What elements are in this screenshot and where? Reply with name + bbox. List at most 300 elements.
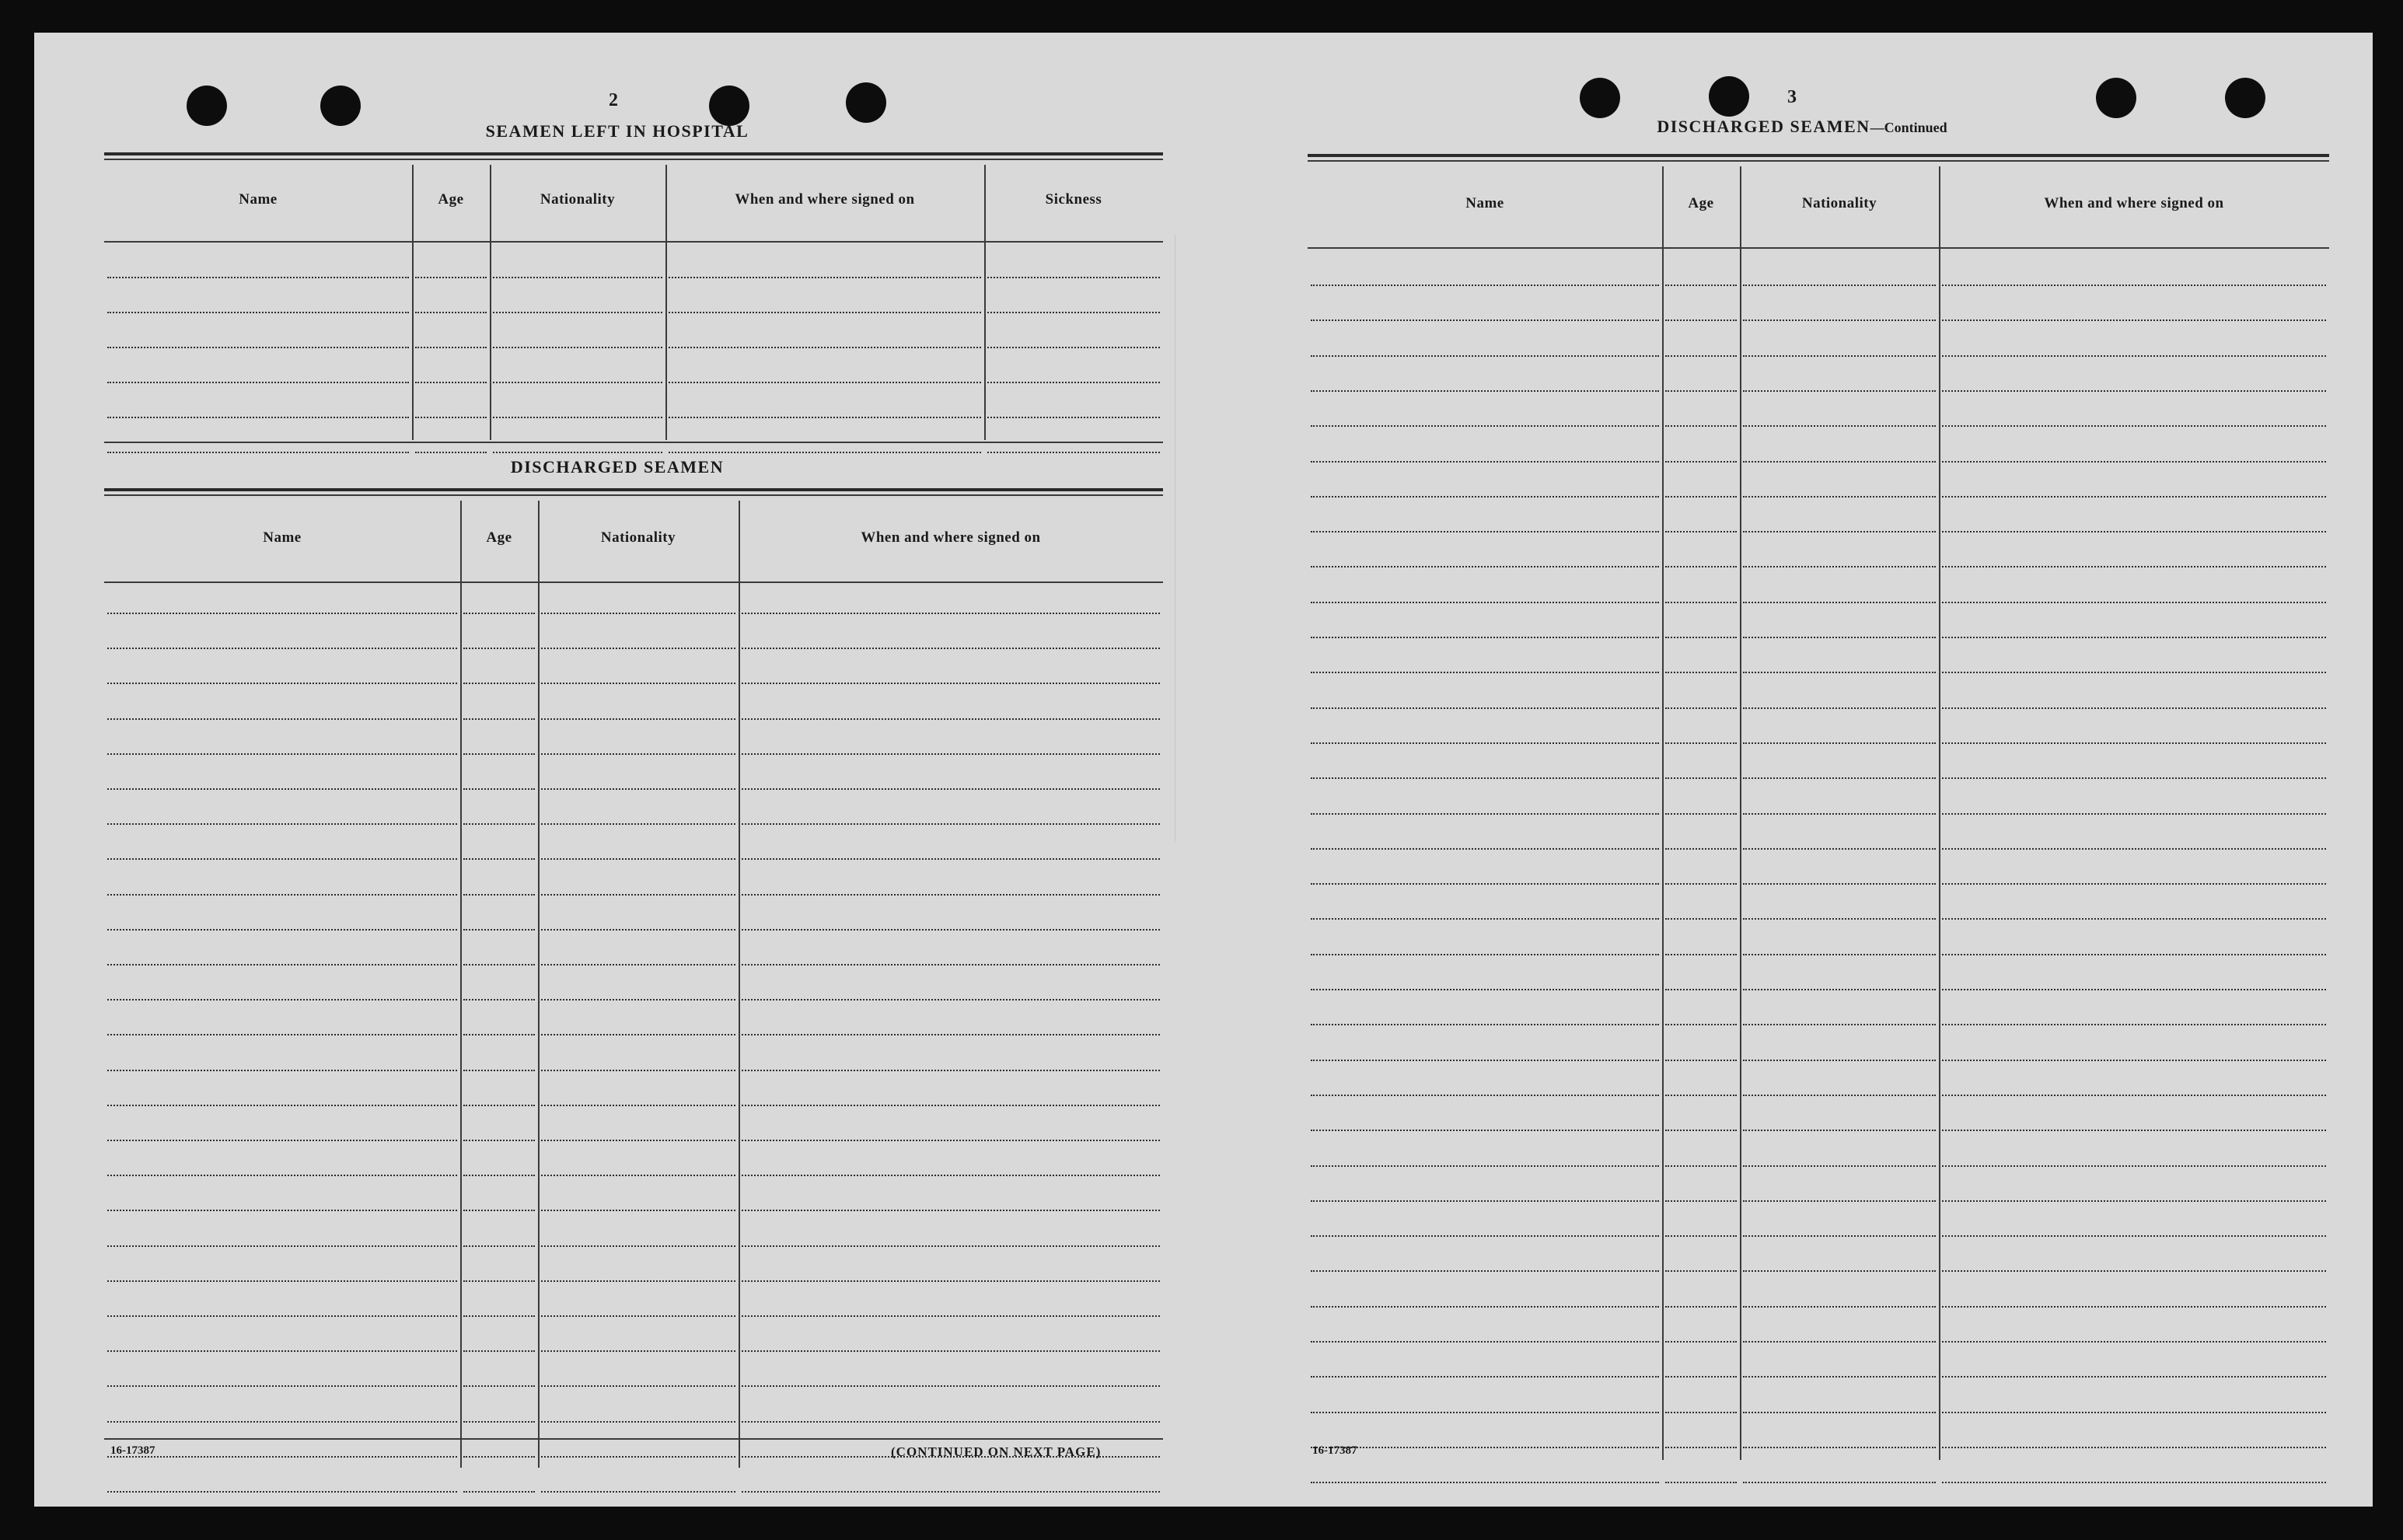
entry-line[interactable] bbox=[541, 964, 735, 966]
entry-line[interactable] bbox=[1665, 461, 1737, 463]
entry-line[interactable] bbox=[987, 347, 1160, 348]
entry-line[interactable] bbox=[107, 929, 457, 931]
entry-line[interactable] bbox=[541, 1421, 735, 1423]
entry-line[interactable] bbox=[1311, 1412, 1659, 1413]
entry-line[interactable] bbox=[1942, 918, 2326, 920]
title-rule bbox=[104, 152, 1163, 155]
entry-line[interactable] bbox=[1743, 1447, 1936, 1448]
punch-hole bbox=[320, 86, 361, 126]
column-divider bbox=[412, 165, 414, 440]
entry-line[interactable] bbox=[463, 1105, 535, 1106]
entry-line[interactable] bbox=[1743, 1130, 1936, 1131]
entry-line[interactable] bbox=[415, 382, 487, 383]
entry-line[interactable] bbox=[493, 382, 662, 383]
entry-line[interactable] bbox=[1665, 883, 1737, 885]
entry-line[interactable] bbox=[987, 452, 1160, 453]
entry-line[interactable] bbox=[1942, 1165, 2326, 1167]
entry-line[interactable] bbox=[463, 1350, 535, 1352]
entry-line[interactable] bbox=[1665, 777, 1737, 779]
entry-line[interactable] bbox=[107, 1385, 457, 1387]
entry-line[interactable] bbox=[107, 312, 409, 313]
entry-line[interactable] bbox=[1311, 954, 1659, 955]
entry-line[interactable] bbox=[987, 277, 1160, 278]
entry-line[interactable] bbox=[107, 718, 457, 720]
entry-line[interactable] bbox=[107, 1245, 457, 1247]
entry-line[interactable] bbox=[669, 417, 981, 418]
entry-line[interactable] bbox=[1942, 1306, 2326, 1308]
entry-line[interactable] bbox=[107, 964, 457, 966]
entry-line[interactable] bbox=[1942, 531, 2326, 533]
entry-line[interactable] bbox=[463, 1456, 535, 1458]
entry-line[interactable] bbox=[107, 347, 409, 348]
entry-line[interactable] bbox=[1665, 1095, 1737, 1096]
entry-line[interactable] bbox=[742, 788, 1160, 790]
entry-line[interactable] bbox=[742, 718, 1160, 720]
entry-line[interactable] bbox=[107, 1491, 457, 1493]
entry-line[interactable] bbox=[415, 417, 487, 418]
entry-line[interactable] bbox=[1311, 1165, 1659, 1167]
entry-line[interactable] bbox=[1743, 1235, 1936, 1237]
entry-line[interactable] bbox=[1743, 777, 1936, 779]
entry-line[interactable] bbox=[107, 1105, 457, 1106]
entry-line[interactable] bbox=[1743, 813, 1936, 815]
entry-line[interactable] bbox=[1743, 883, 1936, 885]
entry-line[interactable] bbox=[1665, 531, 1737, 533]
table-bottom-rule bbox=[104, 1438, 1163, 1440]
entry-line[interactable] bbox=[1665, 813, 1737, 815]
entry-line[interactable] bbox=[107, 788, 457, 790]
entry-line[interactable] bbox=[669, 312, 981, 313]
entry-line[interactable] bbox=[1311, 1060, 1659, 1061]
entry-line[interactable] bbox=[463, 788, 535, 790]
entry-line[interactable] bbox=[463, 1280, 535, 1282]
entry-line[interactable] bbox=[1942, 1235, 2326, 1237]
entry-line[interactable] bbox=[1311, 989, 1659, 990]
entry-line[interactable] bbox=[107, 858, 457, 860]
entry-line[interactable] bbox=[493, 452, 662, 453]
entry-line[interactable] bbox=[669, 277, 981, 278]
entry-line[interactable] bbox=[1942, 1130, 2326, 1131]
punch-hole bbox=[2096, 78, 2136, 118]
entry-line[interactable] bbox=[742, 613, 1160, 614]
entry-line[interactable] bbox=[1665, 1306, 1737, 1308]
entry-line[interactable] bbox=[1743, 989, 1936, 990]
entry-line[interactable] bbox=[669, 347, 981, 348]
entry-line[interactable] bbox=[1942, 1024, 2326, 1025]
entry-line[interactable] bbox=[463, 1210, 535, 1211]
entry-line[interactable] bbox=[1665, 918, 1737, 920]
entry-line[interactable] bbox=[1665, 707, 1737, 709]
entry-line[interactable] bbox=[541, 1210, 735, 1211]
entry-line[interactable] bbox=[541, 1315, 735, 1317]
entry-line[interactable] bbox=[1665, 1341, 1737, 1343]
entry-line[interactable] bbox=[742, 929, 1160, 931]
entry-line[interactable] bbox=[669, 382, 981, 383]
entry-line[interactable] bbox=[463, 999, 535, 1000]
entry-line[interactable] bbox=[415, 452, 487, 453]
entry-line[interactable] bbox=[1942, 461, 2326, 463]
entry-line[interactable] bbox=[1743, 1412, 1936, 1413]
entry-line[interactable] bbox=[1942, 1270, 2326, 1272]
entry-line[interactable] bbox=[1311, 742, 1659, 744]
column-header: Age bbox=[438, 191, 464, 208]
entry-line[interactable] bbox=[493, 312, 662, 313]
entry-line[interactable] bbox=[742, 999, 1160, 1000]
entry-line[interactable] bbox=[1743, 602, 1936, 603]
entry-line[interactable] bbox=[1665, 1270, 1737, 1272]
column-divider bbox=[460, 501, 462, 1468]
page-number: 3 bbox=[1787, 87, 1797, 107]
entry-line[interactable] bbox=[107, 1456, 457, 1458]
entry-line[interactable] bbox=[463, 648, 535, 649]
entry-line[interactable] bbox=[1942, 1341, 2326, 1343]
entry-line[interactable] bbox=[463, 753, 535, 755]
column-header: Name bbox=[1465, 195, 1504, 211]
entry-line[interactable] bbox=[1743, 1060, 1936, 1061]
entry-line[interactable] bbox=[1942, 672, 2326, 673]
entry-line[interactable] bbox=[987, 417, 1160, 418]
entry-line[interactable] bbox=[742, 964, 1160, 966]
entry-line[interactable] bbox=[1311, 1130, 1659, 1131]
entry-line[interactable] bbox=[1665, 1447, 1737, 1448]
entry-line[interactable] bbox=[541, 1491, 735, 1493]
entry-line[interactable] bbox=[415, 347, 487, 348]
entry-line[interactable] bbox=[742, 1210, 1160, 1211]
hospital-section-title: SEAMEN LEFT IN HOSPITAL bbox=[485, 121, 749, 141]
entry-line[interactable] bbox=[742, 858, 1160, 860]
entry-line[interactable] bbox=[1942, 989, 2326, 990]
right-page bbox=[1203, 33, 2373, 1507]
entry-line[interactable] bbox=[1311, 883, 1659, 885]
entry-line[interactable] bbox=[463, 1245, 535, 1247]
entry-line[interactable] bbox=[1311, 531, 1659, 533]
entry-line[interactable] bbox=[107, 1210, 457, 1211]
column-header: Name bbox=[263, 529, 302, 546]
entry-line[interactable] bbox=[1665, 1412, 1737, 1413]
section-title-suffix: —Continued bbox=[1870, 120, 1947, 135]
entry-line[interactable] bbox=[541, 1245, 735, 1247]
entry-line[interactable] bbox=[107, 1421, 457, 1423]
entry-line[interactable] bbox=[463, 1315, 535, 1317]
title-rule bbox=[1308, 154, 2329, 157]
entry-line[interactable] bbox=[1942, 1482, 2326, 1483]
entry-line[interactable] bbox=[1743, 707, 1936, 709]
entry-line[interactable] bbox=[987, 382, 1160, 383]
entry-line[interactable] bbox=[463, 718, 535, 720]
entry-line[interactable] bbox=[541, 718, 735, 720]
entry-line[interactable] bbox=[1665, 1482, 1737, 1483]
entry-line[interactable] bbox=[1743, 1482, 1936, 1483]
entry-line[interactable] bbox=[1942, 777, 2326, 779]
entry-line[interactable] bbox=[1942, 637, 2326, 638]
entry-line[interactable] bbox=[742, 1280, 1160, 1282]
entry-line[interactable] bbox=[1665, 1200, 1737, 1202]
entry-line[interactable] bbox=[1311, 285, 1659, 286]
entry-line[interactable] bbox=[463, 613, 535, 614]
entry-line[interactable] bbox=[1665, 1060, 1737, 1061]
entry-line[interactable] bbox=[1743, 285, 1936, 286]
continued-note: (CONTINUED ON NEXT PAGE) bbox=[891, 1444, 1102, 1459]
entry-line[interactable] bbox=[463, 1421, 535, 1423]
entry-line[interactable] bbox=[541, 1034, 735, 1035]
entry-line[interactable] bbox=[1311, 1376, 1659, 1378]
entry-line[interactable] bbox=[742, 648, 1160, 649]
entry-line[interactable] bbox=[107, 823, 457, 825]
punch-hole bbox=[1580, 78, 1620, 118]
entry-line[interactable] bbox=[463, 1070, 535, 1071]
entry-line[interactable] bbox=[1311, 1095, 1659, 1096]
entry-line[interactable] bbox=[1311, 602, 1659, 603]
entry-line[interactable] bbox=[107, 1315, 457, 1317]
entry-line[interactable] bbox=[1942, 707, 2326, 709]
entry-line[interactable] bbox=[463, 894, 535, 896]
entry-line[interactable] bbox=[493, 277, 662, 278]
entry-line[interactable] bbox=[107, 999, 457, 1000]
entry-line[interactable] bbox=[107, 277, 409, 278]
entry-line[interactable] bbox=[463, 1175, 535, 1176]
entry-line[interactable] bbox=[1942, 496, 2326, 498]
entry-line[interactable] bbox=[107, 683, 457, 684]
entry-line[interactable] bbox=[1743, 1095, 1936, 1096]
entry-line[interactable] bbox=[541, 613, 735, 614]
entry-line[interactable] bbox=[541, 1456, 735, 1458]
entry-line[interactable] bbox=[463, 858, 535, 860]
column-header: Nationality bbox=[1801, 195, 1877, 211]
entry-line[interactable] bbox=[107, 894, 457, 896]
entry-line[interactable] bbox=[1743, 1270, 1936, 1272]
entry-line[interactable] bbox=[541, 1105, 735, 1106]
entry-line[interactable] bbox=[1665, 1165, 1737, 1167]
entry-line[interactable] bbox=[1665, 742, 1737, 744]
entry-line[interactable] bbox=[107, 1034, 457, 1035]
entry-line[interactable] bbox=[1743, 742, 1936, 744]
entry-line[interactable] bbox=[1743, 355, 1936, 357]
entry-line[interactable] bbox=[1311, 390, 1659, 392]
entry-line[interactable] bbox=[1665, 496, 1737, 498]
entry-line[interactable] bbox=[742, 1105, 1160, 1106]
entry-line[interactable] bbox=[463, 823, 535, 825]
entry-line[interactable] bbox=[463, 1140, 535, 1141]
entry-line[interactable] bbox=[1311, 1270, 1659, 1272]
entry-line[interactable] bbox=[1665, 566, 1737, 567]
entry-line[interactable] bbox=[1311, 355, 1659, 357]
entry-line[interactable] bbox=[107, 1070, 457, 1071]
entry-line[interactable] bbox=[107, 382, 409, 383]
entry-line[interactable] bbox=[1743, 461, 1936, 463]
left-page bbox=[34, 33, 1203, 1507]
entry-line[interactable] bbox=[1942, 813, 2326, 815]
entry-line[interactable] bbox=[742, 1491, 1160, 1493]
entry-line[interactable] bbox=[541, 753, 735, 755]
entry-line[interactable] bbox=[1311, 1341, 1659, 1343]
entry-line[interactable] bbox=[541, 894, 735, 896]
entry-line[interactable] bbox=[1665, 320, 1737, 321]
entry-line[interactable] bbox=[1311, 707, 1659, 709]
entry-line[interactable] bbox=[742, 753, 1160, 755]
entry-line[interactable] bbox=[1665, 1235, 1737, 1237]
entry-line[interactable] bbox=[1665, 390, 1737, 392]
entry-line[interactable] bbox=[1942, 285, 2326, 286]
entry-line[interactable] bbox=[463, 1491, 535, 1493]
column-header: Age bbox=[486, 529, 512, 546]
entry-line[interactable] bbox=[1311, 425, 1659, 427]
entry-line[interactable] bbox=[541, 1280, 735, 1282]
entry-line[interactable] bbox=[493, 347, 662, 348]
entry-line[interactable] bbox=[1743, 672, 1936, 673]
punch-hole bbox=[846, 82, 886, 123]
entry-line[interactable] bbox=[107, 1140, 457, 1141]
entry-line[interactable] bbox=[541, 648, 735, 649]
entry-line[interactable] bbox=[107, 1350, 457, 1352]
entry-line[interactable] bbox=[1311, 1447, 1659, 1448]
entry-line[interactable] bbox=[1942, 320, 2326, 321]
entry-line[interactable] bbox=[1665, 1130, 1737, 1131]
entry-line[interactable] bbox=[107, 452, 409, 453]
entry-line[interactable] bbox=[463, 1385, 535, 1387]
entry-line[interactable] bbox=[541, 1350, 735, 1352]
entry-line[interactable] bbox=[1942, 425, 2326, 427]
entry-line[interactable] bbox=[107, 1280, 457, 1282]
entry-line[interactable] bbox=[1942, 1060, 2326, 1061]
entry-line[interactable] bbox=[742, 1070, 1160, 1071]
entry-line[interactable] bbox=[742, 1245, 1160, 1247]
entry-line[interactable] bbox=[742, 1350, 1160, 1352]
entry-line[interactable] bbox=[1665, 672, 1737, 673]
entry-line[interactable] bbox=[1311, 1200, 1659, 1202]
entry-line[interactable] bbox=[1665, 1376, 1737, 1378]
entry-line[interactable] bbox=[1743, 496, 1936, 498]
entry-line[interactable] bbox=[742, 1175, 1160, 1176]
entry-line[interactable] bbox=[1311, 1024, 1659, 1025]
entry-line[interactable] bbox=[463, 929, 535, 931]
entry-line[interactable] bbox=[1743, 954, 1936, 955]
entry-line[interactable] bbox=[987, 312, 1160, 313]
entry-line[interactable] bbox=[1743, 1165, 1936, 1167]
entry-line[interactable] bbox=[1743, 918, 1936, 920]
entry-line[interactable] bbox=[742, 1315, 1160, 1317]
entry-line[interactable] bbox=[463, 1034, 535, 1035]
entry-line[interactable] bbox=[1743, 1306, 1936, 1308]
entry-line[interactable] bbox=[1743, 425, 1936, 427]
entry-line[interactable] bbox=[1743, 566, 1936, 567]
entry-line[interactable] bbox=[742, 1140, 1160, 1141]
entry-line[interactable] bbox=[1743, 531, 1936, 533]
entry-line[interactable] bbox=[1942, 1200, 2326, 1202]
entry-line[interactable] bbox=[1743, 390, 1936, 392]
entry-line[interactable] bbox=[541, 858, 735, 860]
entry-line[interactable] bbox=[1942, 954, 2326, 955]
entry-line[interactable] bbox=[1311, 1235, 1659, 1237]
entry-line[interactable] bbox=[1665, 602, 1737, 603]
entry-line[interactable] bbox=[742, 823, 1160, 825]
entry-line[interactable] bbox=[1665, 425, 1737, 427]
entry-line[interactable] bbox=[541, 929, 735, 931]
entry-line[interactable] bbox=[1311, 848, 1659, 850]
entry-line[interactable] bbox=[1942, 390, 2326, 392]
column-divider bbox=[538, 501, 540, 1468]
entry-line[interactable] bbox=[541, 1385, 735, 1387]
entry-line[interactable] bbox=[1743, 1024, 1936, 1025]
entry-line[interactable] bbox=[541, 683, 735, 684]
entry-line[interactable] bbox=[493, 417, 662, 418]
entry-line[interactable] bbox=[742, 1421, 1160, 1423]
entry-line[interactable] bbox=[1311, 918, 1659, 920]
entry-line[interactable] bbox=[415, 312, 487, 313]
entry-line[interactable] bbox=[1942, 1447, 2326, 1448]
entry-line[interactable] bbox=[1311, 461, 1659, 463]
entry-line[interactable] bbox=[463, 964, 535, 966]
entry-line[interactable] bbox=[1942, 1412, 2326, 1413]
entry-line[interactable] bbox=[541, 1070, 735, 1071]
entry-line[interactable] bbox=[1665, 637, 1737, 638]
entry-line[interactable] bbox=[1665, 1024, 1737, 1025]
entry-line[interactable] bbox=[107, 1175, 457, 1176]
entry-line[interactable] bbox=[1942, 1376, 2326, 1378]
entry-line[interactable] bbox=[107, 613, 457, 614]
entry-line[interactable] bbox=[1311, 672, 1659, 673]
entry-line[interactable] bbox=[1743, 1341, 1936, 1343]
column-divider bbox=[1662, 166, 1664, 1460]
entry-line[interactable] bbox=[541, 1140, 735, 1141]
entry-line[interactable] bbox=[742, 683, 1160, 684]
entry-line[interactable] bbox=[742, 1034, 1160, 1035]
entry-line[interactable] bbox=[1942, 602, 2326, 603]
entry-line[interactable] bbox=[541, 823, 735, 825]
entry-line[interactable] bbox=[669, 452, 981, 453]
entry-line[interactable] bbox=[1311, 637, 1659, 638]
entry-line[interactable] bbox=[415, 277, 487, 278]
entry-line[interactable] bbox=[1743, 1200, 1936, 1202]
entry-line[interactable] bbox=[463, 683, 535, 684]
entry-line[interactable] bbox=[1311, 813, 1659, 815]
entry-line[interactable] bbox=[1942, 355, 2326, 357]
entry-line[interactable] bbox=[1743, 637, 1936, 638]
entry-line[interactable] bbox=[541, 1175, 735, 1176]
entry-line[interactable] bbox=[1311, 566, 1659, 567]
entry-line[interactable] bbox=[1743, 848, 1936, 850]
column-header: Nationality bbox=[540, 191, 616, 208]
entry-line[interactable] bbox=[541, 999, 735, 1000]
entry-line[interactable] bbox=[1665, 355, 1737, 357]
entry-line[interactable] bbox=[1665, 989, 1737, 990]
entry-line[interactable] bbox=[1665, 848, 1737, 850]
entry-line[interactable] bbox=[1942, 566, 2326, 567]
entry-line[interactable] bbox=[1311, 320, 1659, 321]
entry-line[interactable] bbox=[1311, 1306, 1659, 1308]
entry-line[interactable] bbox=[1942, 742, 2326, 744]
entry-line[interactable] bbox=[1942, 1095, 2326, 1096]
entry-line[interactable] bbox=[107, 417, 409, 418]
entry-line[interactable] bbox=[1311, 777, 1659, 779]
column-header: Age bbox=[1688, 195, 1714, 211]
header-rule bbox=[1308, 247, 2329, 249]
entry-line[interactable] bbox=[742, 1385, 1160, 1387]
entry-line[interactable] bbox=[1743, 1376, 1936, 1378]
entry-line[interactable] bbox=[107, 753, 457, 755]
entry-line[interactable] bbox=[1942, 848, 2326, 850]
discharged-section-title: DISCHARGED SEAMEN bbox=[510, 457, 725, 477]
entry-line[interactable] bbox=[1311, 496, 1659, 498]
entry-line[interactable] bbox=[1665, 954, 1737, 955]
entry-line[interactable] bbox=[107, 648, 457, 649]
entry-line[interactable] bbox=[1942, 883, 2326, 885]
entry-line[interactable] bbox=[541, 788, 735, 790]
header-rule bbox=[104, 581, 1163, 583]
entry-line[interactable] bbox=[1311, 1482, 1659, 1483]
entry-line[interactable] bbox=[1743, 320, 1936, 321]
entry-line[interactable] bbox=[742, 894, 1160, 896]
entry-line[interactable] bbox=[1665, 285, 1737, 286]
